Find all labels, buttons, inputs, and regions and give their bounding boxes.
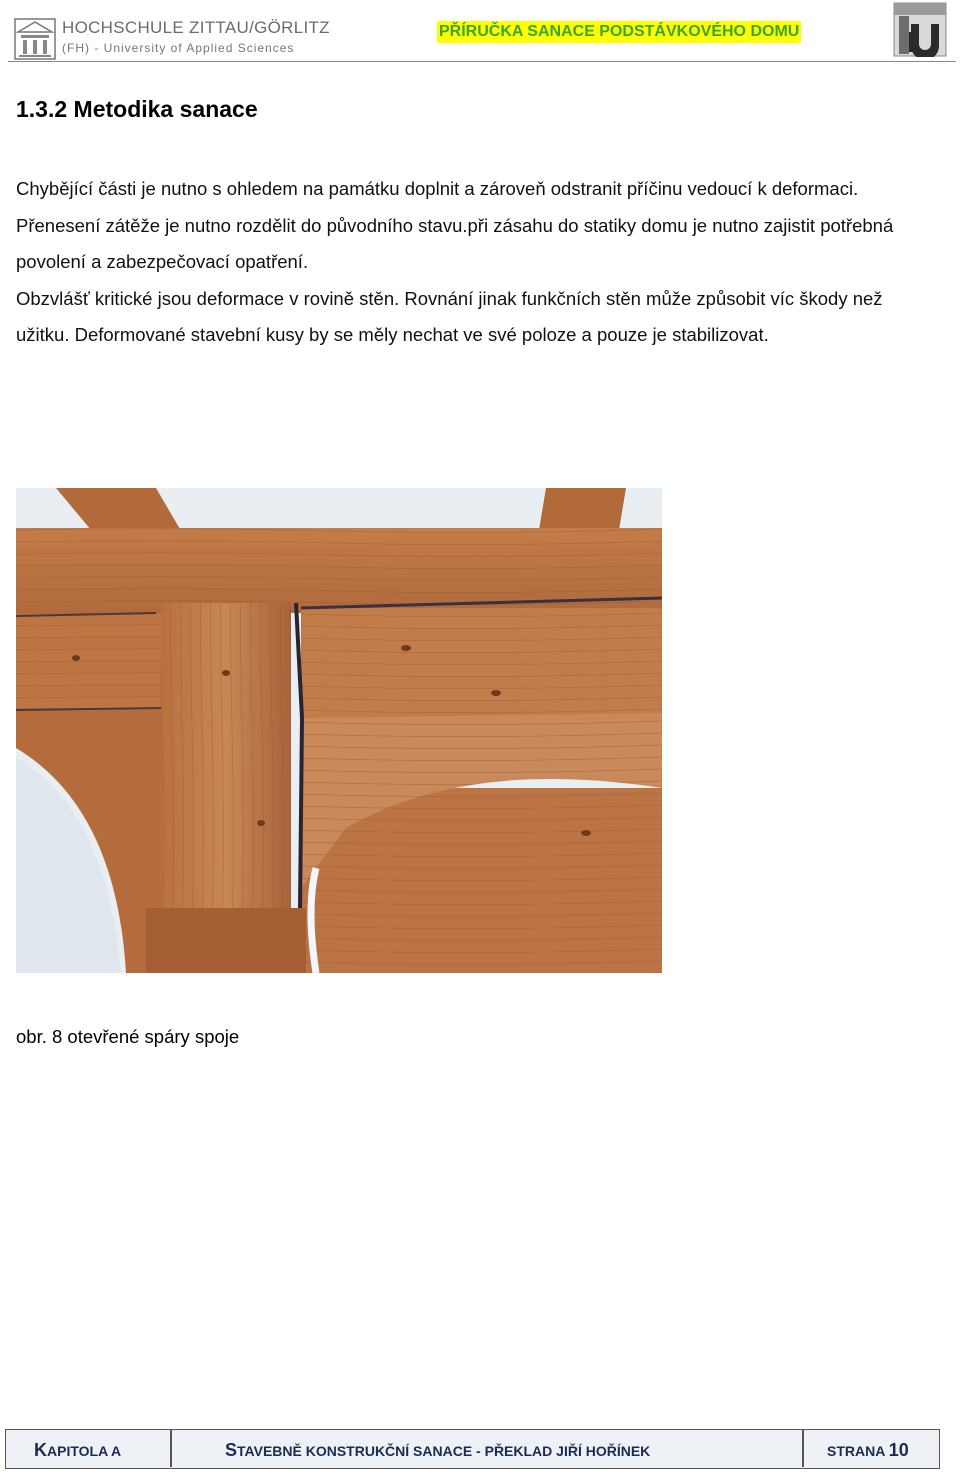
document-title: PŘÍRUČKA SANACE PODSTÁVKOVÉHO DOMU — [437, 21, 801, 43]
body-text — [16, 171, 916, 354]
photo-illustration — [16, 488, 662, 973]
timber-joint-photo — [16, 488, 662, 973]
university-subtitle: (FH) - University of Applied Sciences — [62, 41, 295, 55]
footer-chapter-initial: K — [34, 1440, 47, 1460]
footer-chapter — [34, 1430, 121, 1467]
university-name: HOCHSCHULE ZITTAU/GÖRLITZ — [62, 18, 330, 37]
figure-caption: obr. 8 otevřené spáry spoje — [16, 1026, 240, 1047]
university-emblem-icon — [14, 18, 56, 60]
footer-title-initial: S — [225, 1440, 238, 1460]
page-footer — [5, 1429, 940, 1469]
header-divider — [8, 61, 956, 62]
footer-chapter-rest: APITOLA A — [47, 1443, 122, 1459]
section-title: 1.3.2 Metodika sanace — [16, 96, 258, 122]
university-logo — [14, 16, 330, 62]
footer-page-number: 10 — [888, 1440, 909, 1460]
page-header — [0, 0, 960, 64]
footer-divider — [170, 1430, 172, 1467]
paragraph-2: Obzvlášť kritické jsou deformace v rovině stěn. Rovnání jinak funkčních stěn může způsobit víc škody než užitku. Deformované stavební kusy by se měly nechat ve své poloze a pouze je stabilizovat. — [16, 287, 883, 345]
paragraph-1: Chybějící části je nutno s ohledem na památku doplnit a zároveň odstranit příčinu vedoucí k deformaci. Přenesení zátěže je nutno rozdělit do původního stavu.při zásahu do statiky domu je nutno zajistit potřebná povolení a zabezpečovací opatření. — [16, 178, 894, 272]
tu-logo-icon — [893, 2, 947, 57]
footer-page — [827, 1430, 909, 1467]
footer-title — [225, 1430, 650, 1467]
footer-divider — [802, 1430, 804, 1467]
footer-title-rest: TAVEBNĚ KONSTRUKČNÍ SANACE - PŘEKLAD JIŘÍ HOŘÍNEK — [237, 1443, 651, 1459]
footer-page-label: STRANA — [827, 1443, 885, 1459]
